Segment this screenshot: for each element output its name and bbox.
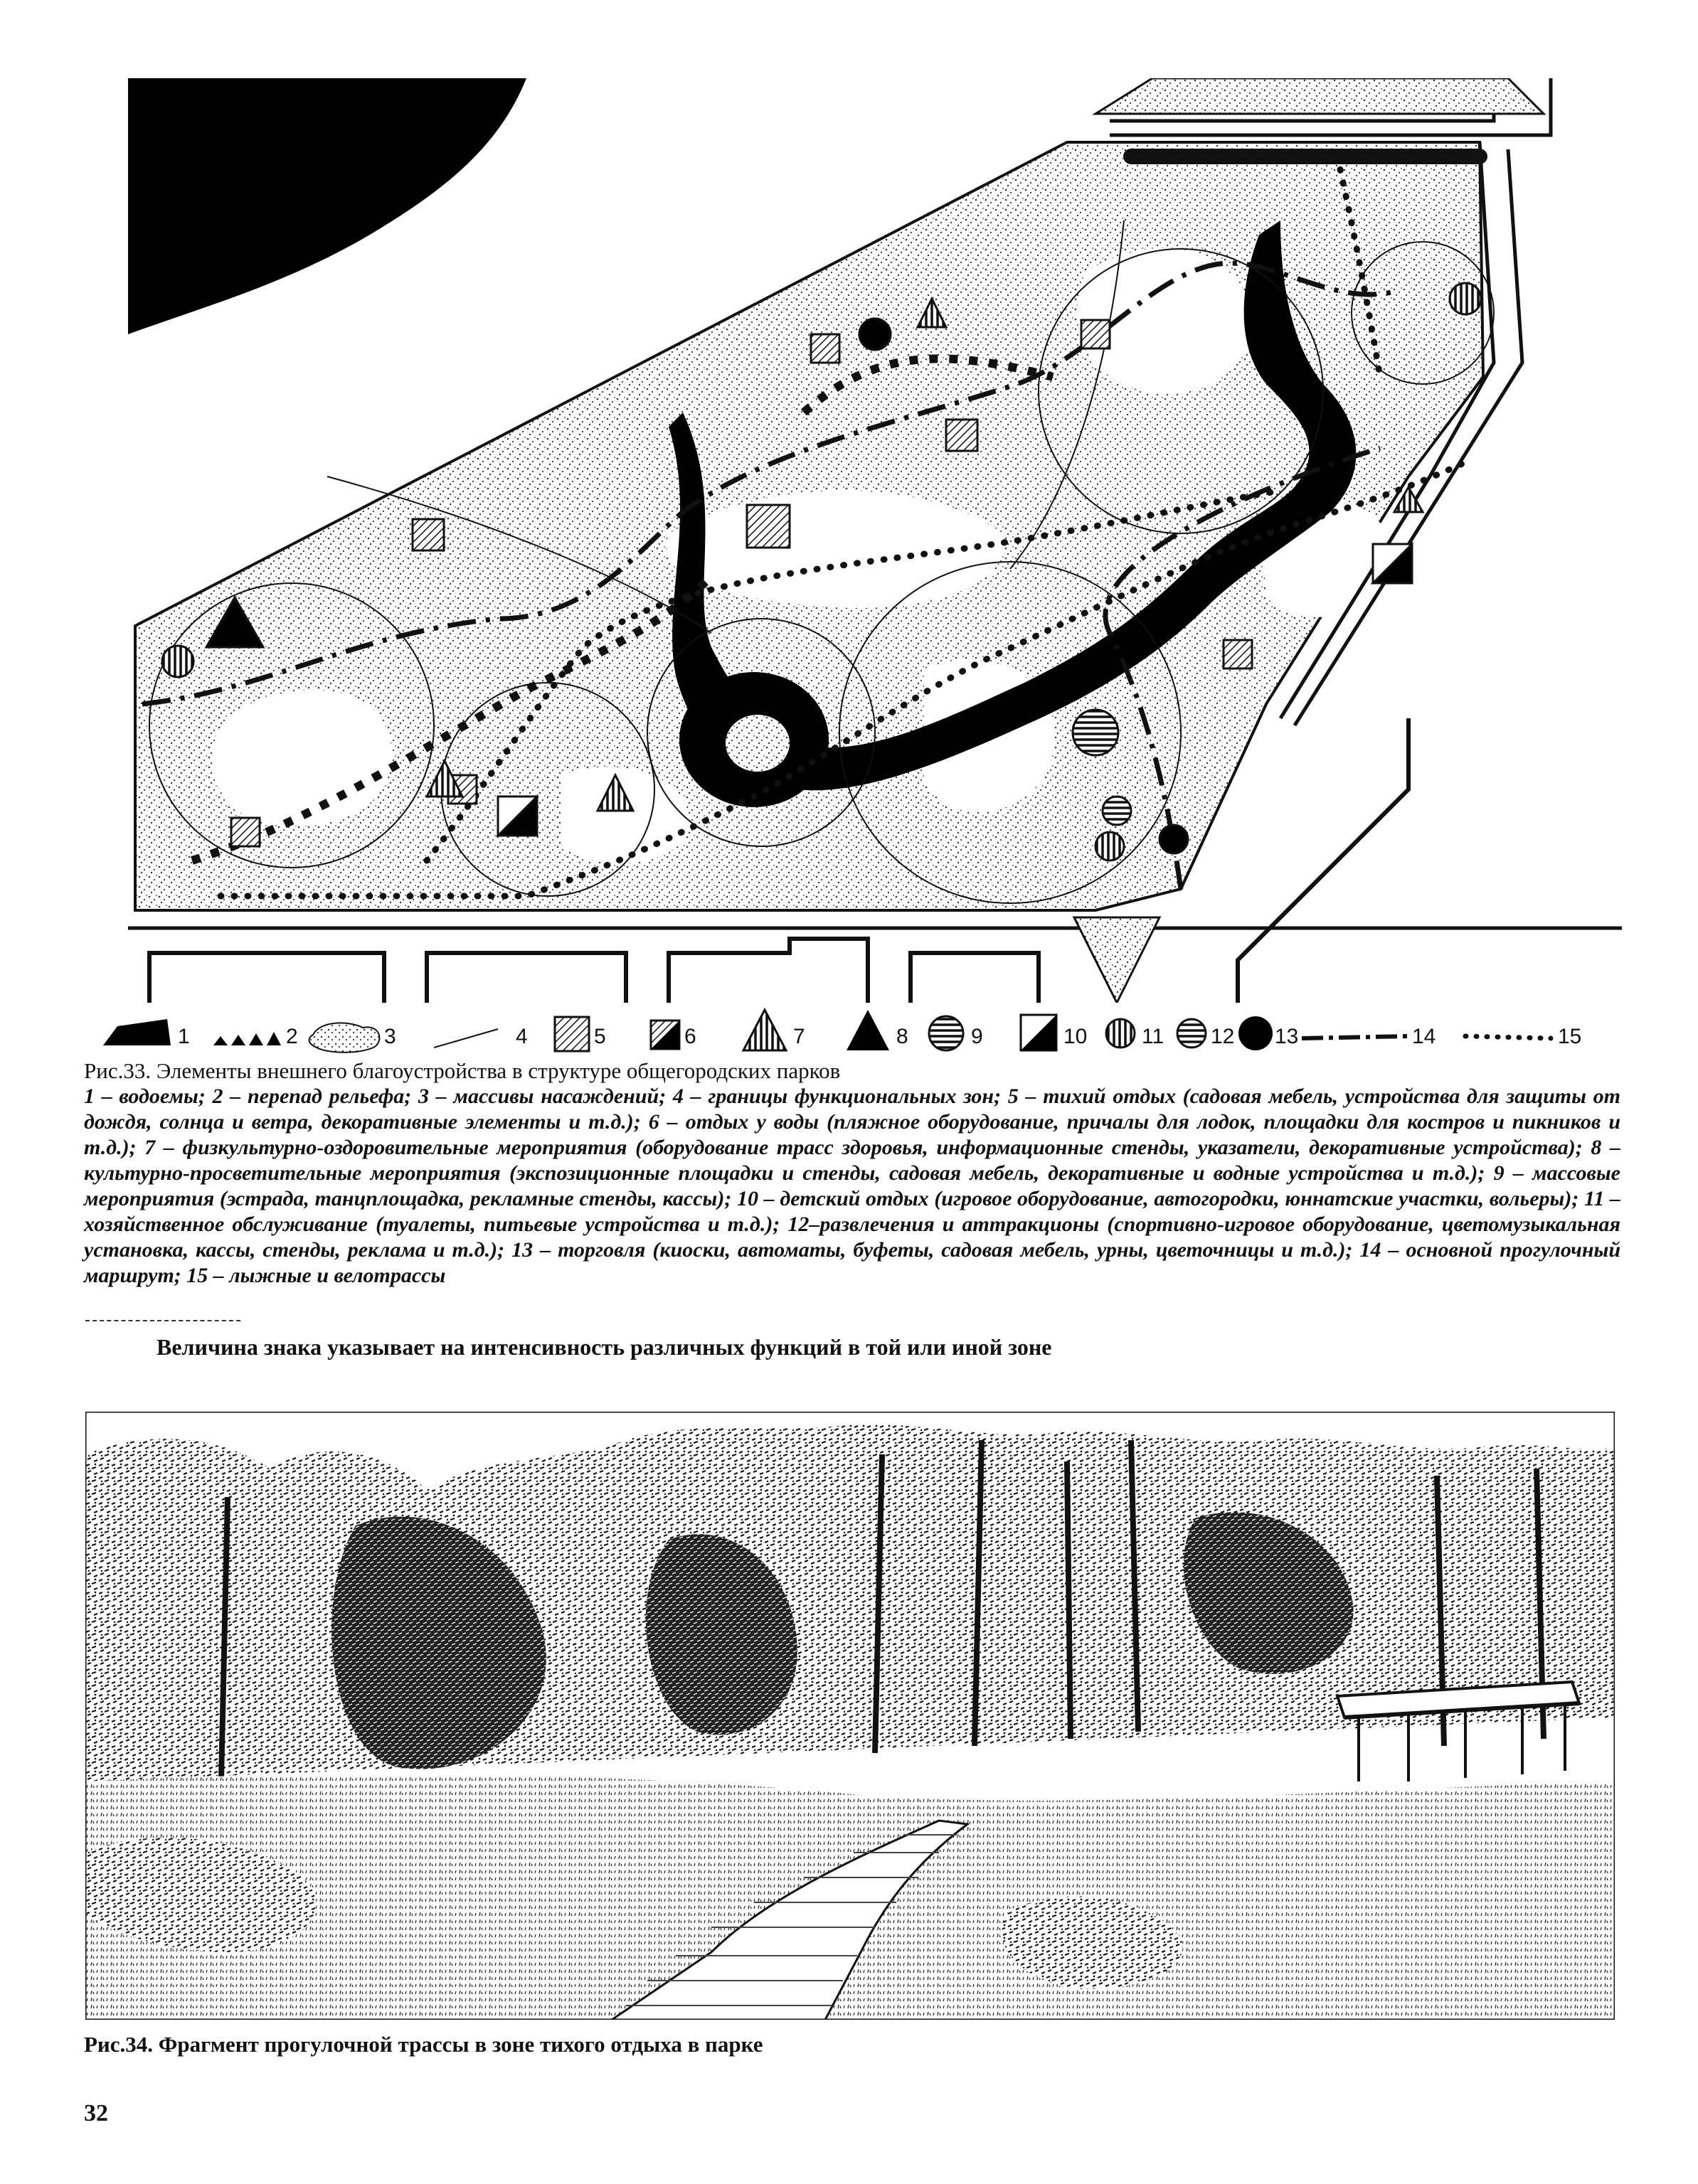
planting-mass-icon [309, 1023, 380, 1052]
entrance-plaza [1074, 917, 1160, 1003]
water-body-icon [103, 1019, 171, 1045]
striped-circle-icon [929, 1016, 963, 1050]
black-triangle-icon [847, 1010, 889, 1050]
legend-num-14: 14 [1412, 1025, 1436, 1048]
diagonal-half-square-icon [1021, 1015, 1056, 1050]
figure-33-caption [84, 1058, 1620, 1289]
hatched-triangle-icon [743, 1010, 786, 1050]
dash-dot-line-icon [1302, 1036, 1408, 1038]
legend-num-4: 4 [516, 1025, 528, 1048]
park-path-illustration [85, 1412, 1615, 2020]
legend-num-9: 9 [971, 1025, 983, 1048]
figure-34-caption: Рис.34. Фрагмент прогулочной трассы в зоне тихого отдыха в парке [84, 2032, 763, 2057]
dotted-line-icon [1465, 1036, 1551, 1038]
page-number: 32 [84, 2100, 108, 2126]
legend-num-10: 10 [1063, 1025, 1088, 1048]
legend-num-13: 13 [1275, 1025, 1299, 1048]
half-dark-hatched-square-icon [651, 1021, 679, 1049]
legend-num-3: 3 [384, 1025, 396, 1048]
relief-drop-icon [213, 1032, 281, 1045]
legend [100, 1006, 1622, 1056]
legend-num-8: 8 [896, 1025, 908, 1048]
horizontal-striped-circle-icon [1177, 1019, 1206, 1048]
legend-num-2: 2 [286, 1025, 298, 1048]
hatched-square-icon [555, 1017, 589, 1051]
figure-33-title: Рис.33. Элементы внешнего благоустройства в структуре общегородских парков [84, 1058, 841, 1083]
figure-33-description: 1 – водоемы; 2 – перепад рельефа; 3 – массивы насаждений; 4 – границы функциональных зон; 5 – тихий отдых (садовая мебель, устройства для защиты от дождя, солнца и ветра, декоративные элементы и т.д.); 6 – отдых у воды (пляжное оборудование, причалы для лодок, площадки для костров и пикников и т.д.); 7 – физкультурно-оздоровительные мероприятия (оборудование трасс здоровья, информационные стенды, указатели, декоративные устройства); 8 – культурно-просветительные мероприятия (экспозиционные площадки и стенды, садовая мебель, декоративные и водные устройства и т.д.); 9 – массовые мероприятия (эстрада, танцплощадка, рекламные стенды, кассы); 10 – детский отдых (игровое оборудование, автогородки, юннатские участки, вольеры); 11 – хозяйственное обслуживание (туалеты, питьевые устройства и т.д.); 12–развлечения и аттракционы (спортивно-игровое оборудование, цветомузыкальная установка, кассы, стенды, реклама и т.д.); 13 – торговля (киоски, автоматы, буфеты, садовая мебель, урны, цветочницы и т.д.); 14 – основной прогулочный маршрут; 15 – лыжные и велотрассы [84, 1085, 1620, 1287]
north-block [1095, 78, 1544, 114]
river [128, 78, 526, 334]
park-plan-figure [128, 78, 1622, 1003]
legend-num-1: 1 [178, 1025, 190, 1048]
caption-divider [85, 1320, 240, 1321]
legend-num-11: 11 [1142, 1025, 1164, 1048]
pond-island [726, 715, 790, 772]
zone-boundary-icon [434, 1029, 498, 1048]
black-circle-icon [1238, 1016, 1273, 1050]
legend-num-12: 12 [1211, 1025, 1235, 1048]
legend-num-15: 15 [1558, 1025, 1582, 1048]
clearing [212, 690, 392, 826]
legend-num-6: 6 [684, 1025, 696, 1048]
legend-num-5: 5 [594, 1025, 606, 1048]
vertical-striped-circle-icon [1106, 1019, 1135, 1048]
legend-num-7: 7 [793, 1025, 805, 1048]
symbol-size-note: Величина знака указывает на интенсивность различных функций в той или иной зоне [156, 1334, 1052, 1360]
